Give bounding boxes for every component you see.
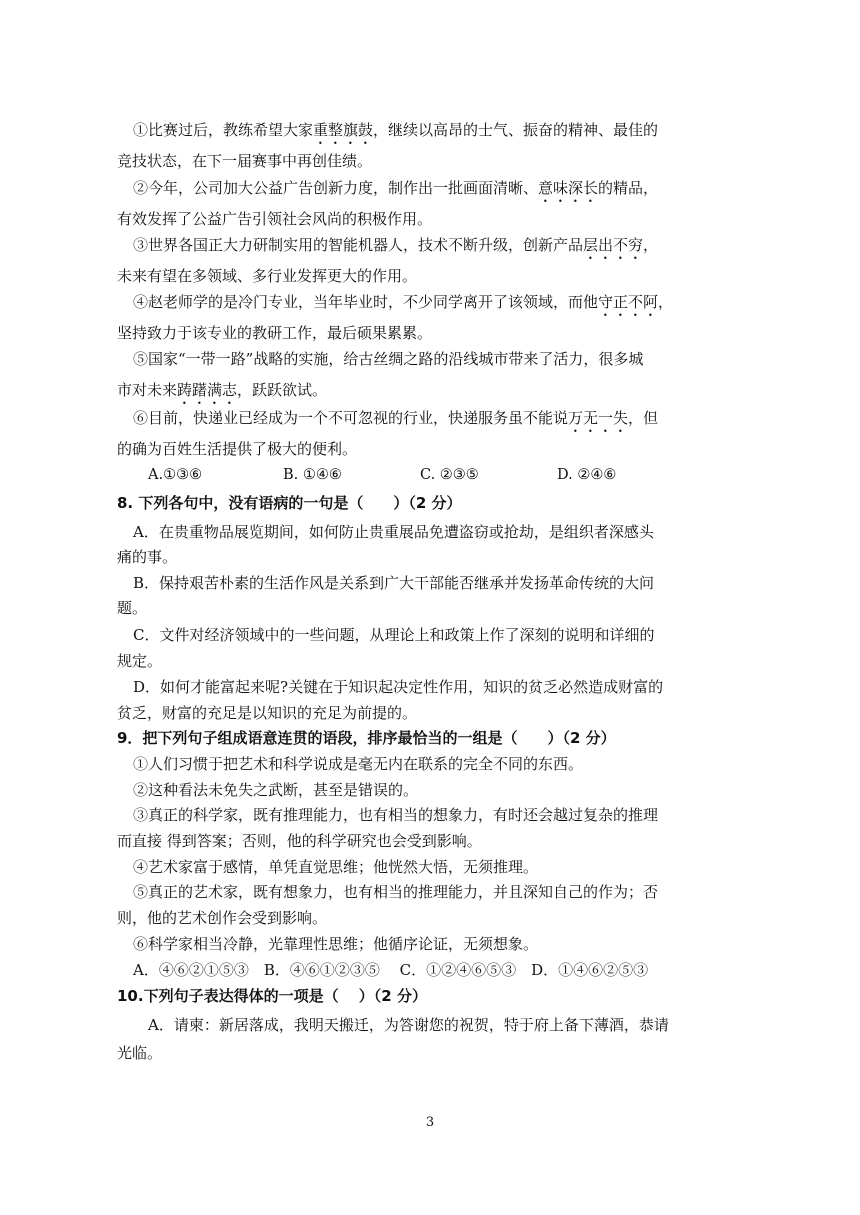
page-number: 3 xyxy=(425,1115,435,1130)
q7-item-3-line-1: ③世界各国正大力研制实用的智能机器人，技术不断升级，创新产品层出不穷， xyxy=(133,236,659,254)
q9-sentence-3-line-2: 而直接 得到答案；否则，他的科学研究也会受到影响。 xyxy=(117,832,482,850)
q7-option-d[interactable]: D. ②④⑥ xyxy=(557,467,617,483)
q9-sentence-2: ②这种看法未免失之武断，甚至是错误的。 xyxy=(133,781,419,799)
q8-option-a-line-2[interactable]: 痛的事。 xyxy=(117,548,178,566)
q7-item-2-line-2: 有效发挥了公益广告引领社会风尚的积极作用。 xyxy=(117,210,433,228)
q8-option-c-line-2[interactable]: 规定。 xyxy=(117,652,163,670)
emphasized-idiom: 守正不阿 xyxy=(598,293,659,311)
q7-item-1-line-2: 竞技状态，在下一届赛事中再创佳绩。 xyxy=(117,152,373,170)
emphasized-idiom: 重整旗鼓 xyxy=(313,121,374,139)
q8-option-d-line-2[interactable]: 贫乏，财富的充足是以知识的充足为前提的。 xyxy=(117,704,418,722)
emphasized-idiom: 层出不穷 xyxy=(583,236,644,254)
q8-option-a-line-1[interactable]: A．在贵重物品展览期间，如何防止贵重展品免遭盗窃或抢劫，是组织者深感头 xyxy=(133,523,654,541)
q10-option-a-line-1[interactable]: A．请柬：新居落成，我明天搬迁，为答谢您的祝贺，特于府上备下薄酒，恭请 xyxy=(148,1016,669,1034)
q7-item-4-line-1: ④赵老师学的是冷门专业，当年毕业时，不少同学离开了该领域，而他守正不阿， xyxy=(133,293,674,311)
q8-stem: 8. 下列各句中，没有语病的一句是（ ）（2 分） xyxy=(117,494,462,512)
emphasized-idiom: 意味深长 xyxy=(538,179,599,197)
q7-option-c[interactable]: C. ②③⑤ xyxy=(420,467,479,483)
q10-option-a-line-2[interactable]: 光临。 xyxy=(117,1044,163,1062)
q7-item-5-line-1: ⑤国家“一带一路”战略的实施，给古丝绸之路的沿线城市带来了活力，很多城 xyxy=(133,350,644,368)
q9-sentence-1: ①人们习惯于把艺术和科学说成是毫无内在联系的完全不同的东西。 xyxy=(133,755,584,773)
q9-sentence-6: ⑥科学家相当冷静，光靠理性思维；他循序论证，无须想象。 xyxy=(133,935,539,953)
q9-sentence-4: ④艺术家富于感情，单凭直觉思维；他恍然大悟，无须推理。 xyxy=(133,858,539,876)
emphasized-idiom: 万无一失 xyxy=(568,409,629,427)
q9-sentence-5-line-1: ⑤真正的艺术家，既有想象力，也有相当的推理能力，并且深知自己的作为；否 xyxy=(133,883,659,901)
q7-item-6-line-2: 的确为百姓生活提供了极大的便利。 xyxy=(117,440,358,458)
q7-option-a[interactable]: A.①③⑥ xyxy=(148,467,203,483)
q9-options[interactable]: A．④⑥②①⑤③ B．④⑥①②③⑤ C．①②④⑥⑤③ D．①④⑥②⑤③ xyxy=(133,961,649,979)
emphasized-idiom: 踌躇满志 xyxy=(177,381,238,399)
q9-sentence-3-line-1: ③真正的科学家，既有推理能力，也有相当的想象力，有时还会越过复杂的推理 xyxy=(133,806,659,824)
q10-stem: 10.下列句子表达得体的一项是（ ）（2 分） xyxy=(117,987,427,1005)
q8-option-b-line-2[interactable]: 题。 xyxy=(117,599,148,617)
q7-item-3-line-2: 未来有望在多领域、多行业发挥更大的作用。 xyxy=(117,267,418,285)
q8-option-c-line-1[interactable]: C．文件对经济领域中的一些问题，从理论上和政策上作了深刻的说明和详细的 xyxy=(133,626,655,644)
q8-option-d-line-1[interactable]: D．如何才能富起来呢?关键在于知识起决定性作用，知识的贫乏必然造成财富的 xyxy=(133,678,664,696)
q7-option-b[interactable]: B. ①④⑥ xyxy=(283,467,342,483)
q7-item-1-line-1: ①比赛过后，教练希望大家重整旗鼓，继续以高昂的士气、振奋的精神、最佳的 xyxy=(133,121,659,139)
q7-item-2-line-1: ②今年，公司加大公益广告创新力度，制作出一批画面清晰、意味深长的精品， xyxy=(133,179,659,197)
q7-item-5-line-2: 市对未来踌躇满志，跃跃欲试。 xyxy=(117,381,328,399)
q9-sentence-5-line-2: 则，他的艺术创作会受到影响。 xyxy=(117,909,328,927)
q8-option-b-line-1[interactable]: B．保持艰苦朴素的生活作风是关系到广大干部能否继承并发扬革命传统的大问 xyxy=(133,574,655,592)
q7-item-6-line-1: ⑥目前，快递业已经成为一个不可忽视的行业，快递服务虽不能说万无一失，但 xyxy=(133,409,659,427)
q7-item-4-line-2: 坚持致力于该专业的教研工作，最后硕果累累。 xyxy=(117,324,433,342)
q9-stem: 9．把下列句子组成语意连贯的语段，排序最恰当的一组是（ ）（2 分） xyxy=(117,729,616,747)
